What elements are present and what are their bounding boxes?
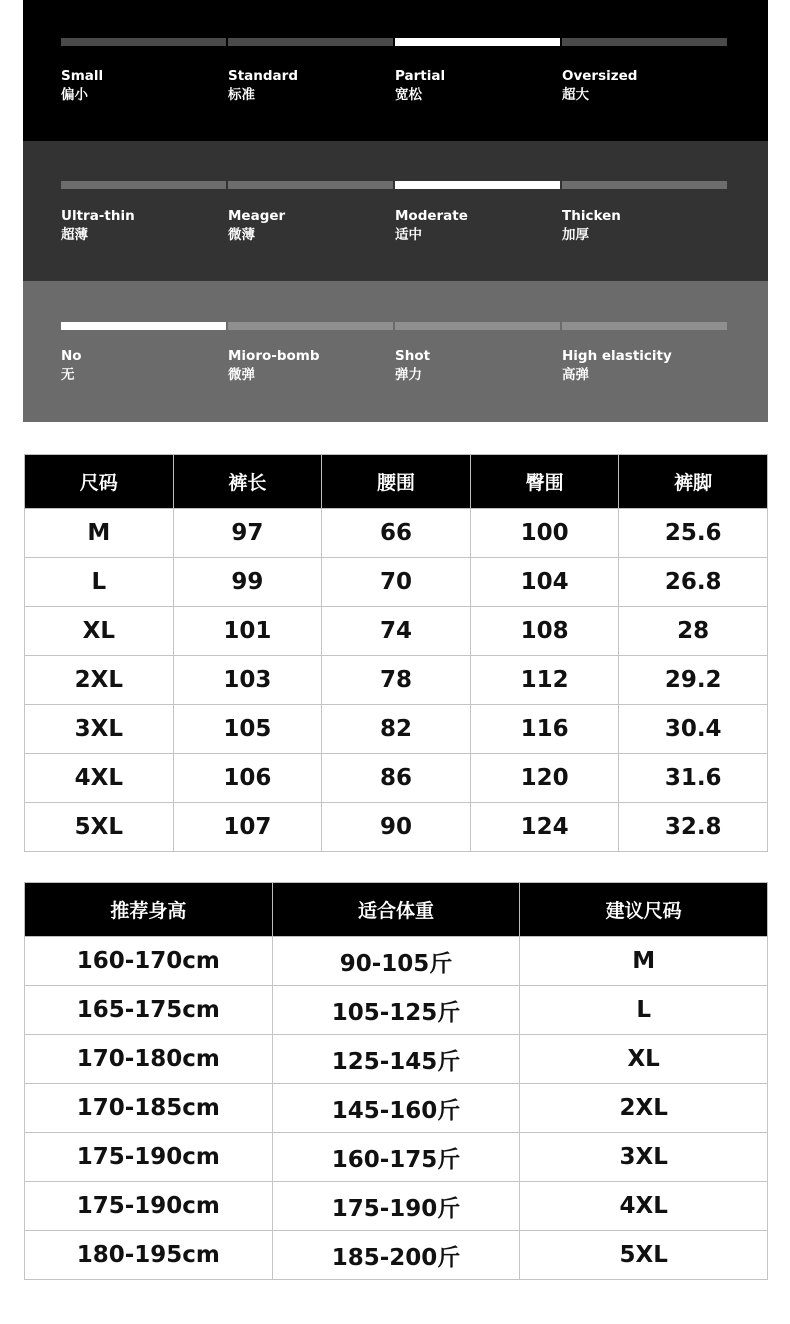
thickness-scale-labels (61, 207, 729, 245)
thickness-option (61, 207, 228, 245)
fit-option-zh: 超大 (562, 87, 589, 103)
elasticity-scale (23, 281, 768, 422)
table-cell: 116 (470, 705, 619, 754)
table-cell: 25.6 (619, 509, 768, 558)
table-cell: 105 (173, 705, 322, 754)
table-cell: 78 (322, 656, 471, 705)
table-cell: 31.6 (619, 754, 768, 803)
table-cell: 4XL (520, 1182, 768, 1231)
table-cell: M (520, 937, 768, 986)
elasticity-option (395, 347, 562, 385)
fit-scale-segment (395, 38, 560, 46)
table-cell: 107 (173, 803, 322, 852)
table-cell: 108 (470, 607, 619, 656)
table-cell: 120 (470, 754, 619, 803)
table-row (25, 1133, 768, 1182)
table-cell: 97 (173, 509, 322, 558)
table-cell: 90-105斤 (272, 937, 520, 986)
fit-scale-labels (61, 67, 729, 105)
table-cell: 82 (322, 705, 471, 754)
table-cell: 30.4 (619, 705, 768, 754)
thickness-scale-bar (61, 181, 727, 189)
fit-option-en: Partial (395, 68, 446, 84)
table-row (25, 509, 768, 558)
table-cell: 104 (470, 558, 619, 607)
elasticity-option-en: Mioro-bomb (228, 348, 320, 364)
table-cell: XL (25, 607, 174, 656)
table-cell: 145-160斤 (272, 1084, 520, 1133)
elasticity-scale-segment (562, 322, 727, 330)
elasticity-option (562, 347, 729, 385)
table-cell: 5XL (520, 1231, 768, 1280)
table-cell: 125-145斤 (272, 1035, 520, 1084)
elasticity-option (61, 347, 228, 385)
table-cell: 28 (619, 607, 768, 656)
table-row (25, 803, 768, 852)
table-cell: 70 (322, 558, 471, 607)
fit-scale-segment (61, 38, 226, 46)
fit-option-en: Oversized (562, 68, 638, 84)
elasticity-option-zh: 高弹 (562, 367, 589, 383)
elasticity-scale-segment (228, 322, 393, 330)
table-cell: 112 (470, 656, 619, 705)
table-cell: 185-200斤 (272, 1231, 520, 1280)
table-cell: 160-170cm (25, 937, 273, 986)
table-row (25, 1035, 768, 1084)
table-cell: XL (520, 1035, 768, 1084)
fit-scale (23, 0, 768, 141)
table-cell: 29.2 (619, 656, 768, 705)
elasticity-option-zh: 弹力 (395, 367, 422, 383)
thickness-scale-segment (395, 181, 560, 189)
table-cell: 175-190cm (25, 1182, 273, 1231)
table-cell: 86 (322, 754, 471, 803)
thickness-option-en: Meager (228, 208, 286, 224)
thickness-option (228, 207, 395, 245)
size-table-header: 尺码 (25, 455, 174, 509)
table-cell: 170-180cm (25, 1035, 273, 1084)
table-cell: 66 (322, 509, 471, 558)
table-row (25, 1182, 768, 1231)
elasticity-option-zh: 无 (61, 367, 75, 383)
thickness-option-zh: 加厚 (562, 227, 589, 243)
elasticity-scale-bar (61, 322, 727, 330)
table-cell: 3XL (520, 1133, 768, 1182)
table-cell: 105-125斤 (272, 986, 520, 1035)
table-cell: 160-175斤 (272, 1133, 520, 1182)
fit-option-en: Small (61, 68, 104, 84)
table-cell: L (520, 986, 768, 1035)
size-table-header: 裤长 (173, 455, 322, 509)
recommend-table-header: 适合体重 (272, 883, 520, 937)
thickness-scale-segment (228, 181, 393, 189)
table-row (25, 1084, 768, 1133)
thickness-scale-segment (61, 181, 226, 189)
table-cell: 99 (173, 558, 322, 607)
table-cell: 103 (173, 656, 322, 705)
table-cell: 101 (173, 607, 322, 656)
table-cell: M (25, 509, 174, 558)
thickness-option (562, 207, 729, 245)
table-row (25, 1231, 768, 1280)
fit-option-en: Standard (228, 68, 298, 84)
table-cell: 3XL (25, 705, 174, 754)
recommend-table-header-row (25, 883, 768, 937)
elasticity-option (228, 347, 395, 385)
elasticity-scale-labels (61, 347, 729, 385)
thickness-option-en: Thicken (562, 208, 621, 224)
size-table-header-row (25, 455, 768, 509)
table-cell: 180-195cm (25, 1231, 273, 1280)
thickness-option-zh: 适中 (395, 227, 422, 243)
size-table-header: 臀围 (470, 455, 619, 509)
size-table-header: 裤脚 (619, 455, 768, 509)
thickness-option-zh: 超薄 (61, 227, 88, 243)
table-cell: 2XL (25, 656, 174, 705)
table-cell: 175-190斤 (272, 1182, 520, 1231)
fit-option-zh: 标准 (228, 87, 255, 103)
elasticity-option-en: No (61, 348, 82, 364)
table-cell: 26.8 (619, 558, 768, 607)
table-row (25, 986, 768, 1035)
thickness-scale (23, 141, 768, 281)
size-table-header: 腰围 (322, 455, 471, 509)
thickness-option (395, 207, 562, 245)
fit-scale-segment (562, 38, 727, 46)
fit-option-zh: 偏小 (61, 87, 88, 103)
table-cell: 5XL (25, 803, 174, 852)
table-cell: 74 (322, 607, 471, 656)
table-row (25, 937, 768, 986)
table-cell: 4XL (25, 754, 174, 803)
table-row (25, 607, 768, 656)
fit-option-zh: 宽松 (395, 87, 422, 103)
table-row (25, 656, 768, 705)
table-row (25, 558, 768, 607)
fit-option (228, 67, 395, 105)
thickness-option-en: Moderate (395, 208, 468, 224)
table-row (25, 754, 768, 803)
table-cell: 124 (470, 803, 619, 852)
elasticity-option-en: High elasticity (562, 348, 672, 364)
table-cell: 90 (322, 803, 471, 852)
size-table (24, 454, 768, 852)
fit-scale-segment (228, 38, 393, 46)
elasticity-option-zh: 微弹 (228, 367, 255, 383)
fit-option (61, 67, 228, 105)
recommend-table-header: 建议尺码 (520, 883, 768, 937)
elasticity-scale-segment (61, 322, 226, 330)
recommend-table-header: 推荐身高 (25, 883, 273, 937)
table-cell: 2XL (520, 1084, 768, 1133)
table-cell: 100 (470, 509, 619, 558)
thickness-option-zh: 微薄 (228, 227, 255, 243)
elasticity-option-en: Shot (395, 348, 431, 364)
fit-option (562, 67, 729, 105)
table-row (25, 705, 768, 754)
table-cell: 32.8 (619, 803, 768, 852)
table-cell: 106 (173, 754, 322, 803)
table-cell: L (25, 558, 174, 607)
thickness-scale-segment (562, 181, 727, 189)
thickness-option-en: Ultra-thin (61, 208, 135, 224)
fit-option (395, 67, 562, 105)
table-cell: 175-190cm (25, 1133, 273, 1182)
table-cell: 170-185cm (25, 1084, 273, 1133)
recommend-table (24, 882, 768, 1280)
table-cell: 165-175cm (25, 986, 273, 1035)
elasticity-scale-segment (395, 322, 560, 330)
fit-scale-bar (61, 38, 727, 46)
